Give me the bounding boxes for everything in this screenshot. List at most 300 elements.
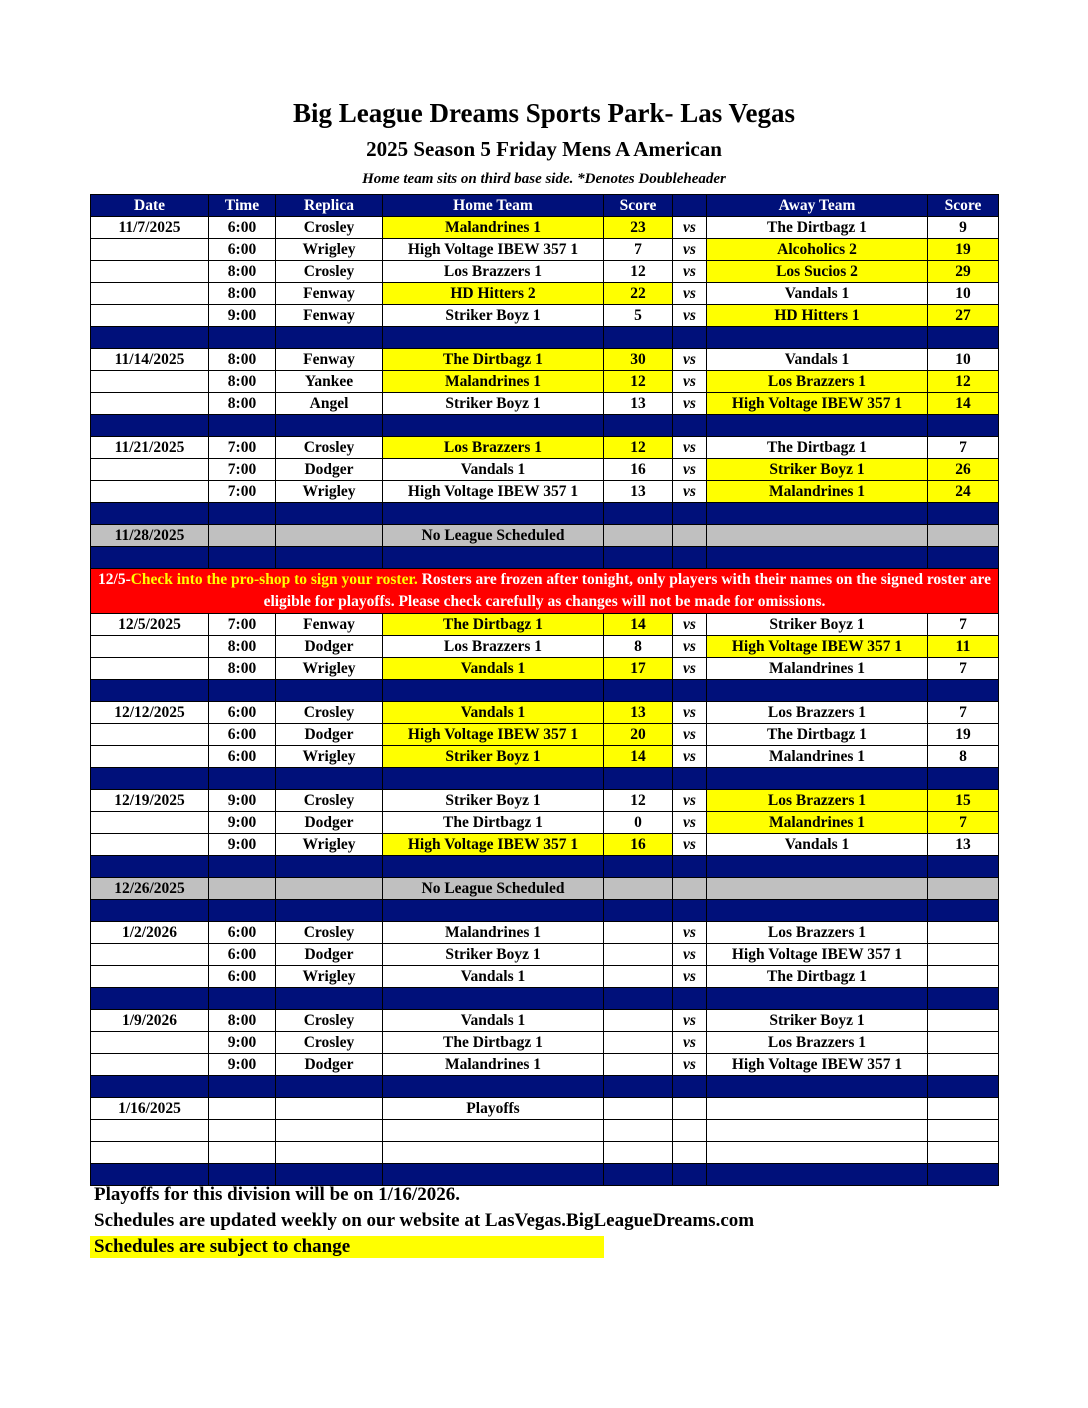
home-score-cell <box>604 922 673 944</box>
separator-cell <box>673 327 707 349</box>
separator-cell <box>707 856 928 878</box>
separator-cell <box>604 988 673 1010</box>
col-header-replica: Replica <box>276 195 383 217</box>
field-cell: Wrigley <box>276 746 383 768</box>
away-team-cell: Malandrines 1 <box>707 746 928 768</box>
date-cell <box>91 812 209 834</box>
separator-row <box>91 415 999 437</box>
separator-cell <box>209 988 276 1010</box>
separator-cell <box>928 1164 999 1186</box>
separator-cell <box>276 547 383 569</box>
home-score-cell <box>604 1120 673 1142</box>
home-score-cell <box>604 944 673 966</box>
separator-cell <box>928 988 999 1010</box>
separator-cell <box>383 547 604 569</box>
away-team-cell: The Dirtbagz 1 <box>707 966 928 988</box>
page-title: Big League Dreams Sports Park- Las Vegas <box>292 98 796 128</box>
col-header-home-score: Score <box>604 195 673 217</box>
home-team-cell: The Dirtbagz 1 <box>383 812 604 834</box>
separator-cell <box>928 1076 999 1098</box>
away-team-cell: Los Brazzers 1 <box>707 922 928 944</box>
vs-cell: vs <box>673 944 707 966</box>
game-row <box>91 658 999 680</box>
away-score-cell: 27 <box>928 305 999 327</box>
separator-cell <box>707 768 928 790</box>
field-cell: Dodger <box>276 812 383 834</box>
field-cell: Dodger <box>276 944 383 966</box>
away-score-cell: 24 <box>928 481 999 503</box>
away-score-cell: 11 <box>928 636 999 658</box>
vs-cell: vs <box>673 283 707 305</box>
separator-cell <box>673 988 707 1010</box>
time-cell: 8:00 <box>209 1010 276 1032</box>
game-row <box>91 481 999 503</box>
home-team-cell <box>383 1142 604 1164</box>
time-cell: 6:00 <box>209 217 276 239</box>
home-score-cell: 17 <box>604 658 673 680</box>
field-cell: Fenway <box>276 349 383 371</box>
schedule-table <box>90 194 999 1186</box>
away-team-cell: Malandrines 1 <box>707 658 928 680</box>
field-cell: Crosley <box>276 261 383 283</box>
away-score-cell: 7 <box>928 702 999 724</box>
home-team-cell: Vandals 1 <box>383 1010 604 1032</box>
separator-cell <box>383 1164 604 1186</box>
date-cell: 12/19/2025 <box>91 790 209 812</box>
away-team-cell: The Dirtbagz 1 <box>707 724 928 746</box>
vs-cell: vs <box>673 217 707 239</box>
separator-cell <box>604 680 673 702</box>
game-row <box>91 614 999 636</box>
separator-cell <box>604 768 673 790</box>
away-team-cell: Los Brazzers 1 <box>707 790 928 812</box>
away-team-cell: Los Sucios 2 <box>707 261 928 283</box>
time-cell: 8:00 <box>209 349 276 371</box>
home-team-cell: High Voltage IBEW 357 1 <box>383 834 604 856</box>
separator-row <box>91 856 999 878</box>
separator-cell <box>673 547 707 569</box>
field-cell: Dodger <box>276 724 383 746</box>
separator-cell <box>928 415 999 437</box>
time-cell: 7:00 <box>209 459 276 481</box>
field-cell: Crosley <box>276 217 383 239</box>
field-cell: Wrigley <box>276 966 383 988</box>
away-score-cell: 19 <box>928 239 999 261</box>
schedule-body <box>91 217 999 1186</box>
vs-cell <box>673 1098 707 1120</box>
vs-cell <box>673 1120 707 1142</box>
field-cell: Dodger <box>276 1054 383 1076</box>
home-team-cell: Malandrines 1 <box>383 371 604 393</box>
home-team-cell: High Voltage IBEW 357 1 <box>383 239 604 261</box>
away-team-cell: Malandrines 1 <box>707 812 928 834</box>
separator-cell <box>276 680 383 702</box>
vs-cell: vs <box>673 1054 707 1076</box>
separator-cell <box>383 856 604 878</box>
time-cell: 9:00 <box>209 1032 276 1054</box>
home-score-cell: 12 <box>604 790 673 812</box>
home-score-cell: 30 <box>604 349 673 371</box>
date-cell <box>91 459 209 481</box>
home-score-cell: 14 <box>604 746 673 768</box>
time-cell: 6:00 <box>209 922 276 944</box>
field-cell: Yankee <box>276 371 383 393</box>
away-team-cell <box>707 1142 928 1164</box>
home-score-cell: 16 <box>604 459 673 481</box>
away-team-cell: High Voltage IBEW 357 1 <box>707 944 928 966</box>
date-cell: 12/5/2025 <box>91 614 209 636</box>
game-row <box>91 283 999 305</box>
separator-cell <box>276 1164 383 1186</box>
separator-cell <box>707 415 928 437</box>
time-cell: 7:00 <box>209 481 276 503</box>
home-score-cell <box>604 1010 673 1032</box>
time-cell: 6:00 <box>209 702 276 724</box>
date-cell <box>91 393 209 415</box>
away-score-cell <box>928 1054 999 1076</box>
separator-cell <box>209 856 276 878</box>
vs-cell: vs <box>673 459 707 481</box>
time-cell: 6:00 <box>209 239 276 261</box>
home-team-cell: Striker Boyz 1 <box>383 790 604 812</box>
home-team-cell <box>383 1120 604 1142</box>
away-score-cell: 19 <box>928 724 999 746</box>
separator-cell <box>928 503 999 525</box>
vs-cell: vs <box>673 393 707 415</box>
home-score-cell <box>604 1098 673 1120</box>
away-team-cell: Striker Boyz 1 <box>707 1010 928 1032</box>
field-cell: Crosley <box>276 437 383 459</box>
separator-cell <box>383 988 604 1010</box>
separator-row <box>91 1076 999 1098</box>
time-cell: 6:00 <box>209 944 276 966</box>
vs-cell: vs <box>673 614 707 636</box>
notice-highlight: Check into the pro-shop to sign your roster. <box>130 571 418 588</box>
separator-cell <box>383 327 604 349</box>
separator-row <box>91 547 999 569</box>
score-cell <box>604 525 673 547</box>
date-cell <box>91 966 209 988</box>
vs-cell: vs <box>673 702 707 724</box>
separator-cell <box>209 1076 276 1098</box>
home-team-cell: HD Hitters 2 <box>383 283 604 305</box>
score-cell <box>928 878 999 900</box>
away-score-cell <box>928 1142 999 1164</box>
separator-cell <box>209 547 276 569</box>
home-team-cell: Los Brazzers 1 <box>383 437 604 459</box>
game-row <box>91 305 999 327</box>
away-team-cell: Striker Boyz 1 <box>707 614 928 636</box>
away-score-cell <box>928 1010 999 1032</box>
away-team-cell: HD Hitters 1 <box>707 305 928 327</box>
footer-playoffs-note: Playoffs for this division will be on 1/16/2026. <box>94 1184 460 1205</box>
game-row <box>91 812 999 834</box>
separator-cell <box>276 988 383 1010</box>
game-row <box>91 944 999 966</box>
home-team-cell: Vandals 1 <box>383 459 604 481</box>
game-row <box>91 1120 999 1142</box>
away-team-cell <box>707 1098 928 1120</box>
field-cell: Fenway <box>276 283 383 305</box>
separator-cell <box>91 327 209 349</box>
away-score-cell <box>928 1120 999 1142</box>
time-cell: 8:00 <box>209 371 276 393</box>
away-team-cell: Striker Boyz 1 <box>707 459 928 481</box>
field-cell: Crosley <box>276 1010 383 1032</box>
separator-cell <box>209 1164 276 1186</box>
away-team-cell: High Voltage IBEW 357 1 <box>707 1054 928 1076</box>
vs-cell: vs <box>673 790 707 812</box>
game-row <box>91 790 999 812</box>
away-cell <box>707 525 928 547</box>
home-team-cell: The Dirtbagz 1 <box>383 614 604 636</box>
separator-cell <box>604 503 673 525</box>
separator-cell <box>707 988 928 1010</box>
away-score-cell: 9 <box>928 217 999 239</box>
game-row <box>91 437 999 459</box>
separator-cell <box>209 768 276 790</box>
field-cell <box>276 525 383 547</box>
home-team-cell: Vandals 1 <box>383 658 604 680</box>
game-row <box>91 922 999 944</box>
time-cell: 8:00 <box>209 261 276 283</box>
away-score-cell: 10 <box>928 283 999 305</box>
vs-cell: vs <box>673 349 707 371</box>
separator-cell <box>928 900 999 922</box>
game-row <box>91 1098 999 1120</box>
time-cell: 6:00 <box>209 966 276 988</box>
home-score-cell <box>604 966 673 988</box>
date-cell: 12/26/2025 <box>91 878 209 900</box>
time-cell <box>209 1098 276 1120</box>
vs-cell: vs <box>673 371 707 393</box>
separator-cell <box>707 680 928 702</box>
col-header-time: Time <box>209 195 276 217</box>
vs-cell: vs <box>673 1032 707 1054</box>
home-score-cell: 0 <box>604 812 673 834</box>
home-score-cell <box>604 1054 673 1076</box>
separator-cell <box>276 768 383 790</box>
home-score-cell: 5 <box>604 305 673 327</box>
separator-cell <box>383 503 604 525</box>
away-score-cell: 7 <box>928 614 999 636</box>
home-score-cell <box>604 1032 673 1054</box>
no-league-label: No League Scheduled <box>383 525 604 547</box>
home-score-cell: 13 <box>604 702 673 724</box>
vs-cell: vs <box>673 834 707 856</box>
home-team-cell: High Voltage IBEW 357 1 <box>383 724 604 746</box>
away-team-cell: High Voltage IBEW 357 1 <box>707 636 928 658</box>
separator-cell <box>383 768 604 790</box>
field-cell: Crosley <box>276 702 383 724</box>
away-team-cell: Vandals 1 <box>707 834 928 856</box>
col-header-away-score: Score <box>928 195 999 217</box>
separator-cell <box>209 680 276 702</box>
field-cell: Crosley <box>276 1032 383 1054</box>
date-cell: 11/21/2025 <box>91 437 209 459</box>
away-team-cell: Los Brazzers 1 <box>707 371 928 393</box>
home-score-cell: 14 <box>604 614 673 636</box>
date-cell <box>91 658 209 680</box>
col-header-home-team: Home Team <box>383 195 604 217</box>
home-team-cell: Playoffs <box>383 1098 604 1120</box>
separator-cell <box>673 1164 707 1186</box>
home-score-cell: 7 <box>604 239 673 261</box>
date-cell <box>91 1054 209 1076</box>
separator-cell <box>604 415 673 437</box>
date-cell <box>91 283 209 305</box>
game-row <box>91 459 999 481</box>
field-cell: Wrigley <box>276 834 383 856</box>
game-row <box>91 724 999 746</box>
separator-cell <box>928 680 999 702</box>
vs-cell: vs <box>673 437 707 459</box>
away-team-cell <box>707 1120 928 1142</box>
separator-cell <box>673 1076 707 1098</box>
separator-cell <box>91 900 209 922</box>
separator-cell <box>928 327 999 349</box>
separator-row <box>91 768 999 790</box>
separator-cell <box>673 415 707 437</box>
away-score-cell: 15 <box>928 790 999 812</box>
field-cell <box>276 878 383 900</box>
separator-cell <box>276 415 383 437</box>
notice-text: Rosters are frozen after tonight, only players with their names on the signed roster are eligible for playoffs. Please check carefully as changes will not be made for omissions. <box>263 571 991 610</box>
game-row <box>91 349 999 371</box>
field-cell: Crosley <box>276 790 383 812</box>
field-cell <box>276 1142 383 1164</box>
vs-cell: vs <box>673 922 707 944</box>
date-cell: 1/9/2026 <box>91 1010 209 1032</box>
separator-cell <box>209 415 276 437</box>
time-cell <box>209 525 276 547</box>
time-cell: 8:00 <box>209 658 276 680</box>
date-cell <box>91 261 209 283</box>
separator-cell <box>91 856 209 878</box>
home-team-cell: Los Brazzers 1 <box>383 261 604 283</box>
time-cell: 6:00 <box>209 724 276 746</box>
away-score-cell: 14 <box>928 393 999 415</box>
away-team-cell: Malandrines 1 <box>707 481 928 503</box>
date-cell <box>91 305 209 327</box>
separator-cell <box>707 503 928 525</box>
date-cell <box>91 239 209 261</box>
game-row <box>91 393 999 415</box>
home-score-cell: 23 <box>604 217 673 239</box>
separator-cell <box>91 768 209 790</box>
time-cell <box>209 1142 276 1164</box>
home-score-cell: 22 <box>604 283 673 305</box>
game-row <box>91 1010 999 1032</box>
date-cell: 11/28/2025 <box>91 525 209 547</box>
time-cell: 7:00 <box>209 614 276 636</box>
separator-cell <box>276 503 383 525</box>
date-cell: 1/16/2025 <box>91 1098 209 1120</box>
date-cell: 1/2/2026 <box>91 922 209 944</box>
field-cell: Fenway <box>276 614 383 636</box>
date-cell: 12/12/2025 <box>91 702 209 724</box>
home-team-cell: Striker Boyz 1 <box>383 944 604 966</box>
away-score-cell: 7 <box>928 658 999 680</box>
separator-cell <box>928 856 999 878</box>
vs-cell <box>673 525 707 547</box>
away-score-cell: 13 <box>928 834 999 856</box>
date-cell <box>91 746 209 768</box>
vs-cell: vs <box>673 724 707 746</box>
vs-cell <box>673 1142 707 1164</box>
no-league-label: No League Scheduled <box>383 878 604 900</box>
home-team-cell: High Voltage IBEW 357 1 <box>383 481 604 503</box>
vs-cell: vs <box>673 239 707 261</box>
score-cell <box>604 878 673 900</box>
separator-cell <box>91 415 209 437</box>
home-team-cell: The Dirtbagz 1 <box>383 1032 604 1054</box>
separator-row <box>91 680 999 702</box>
field-cell: Crosley <box>276 922 383 944</box>
date-cell <box>91 1032 209 1054</box>
game-row <box>91 1142 999 1164</box>
date-cell <box>91 1120 209 1142</box>
separator-cell <box>707 1076 928 1098</box>
separator-cell <box>383 1076 604 1098</box>
date-cell <box>91 636 209 658</box>
roster-notice-row <box>91 569 999 614</box>
vs-cell: vs <box>673 746 707 768</box>
time-cell <box>209 1120 276 1142</box>
vs-cell: vs <box>673 658 707 680</box>
separator-cell <box>673 680 707 702</box>
time-cell: 8:00 <box>209 283 276 305</box>
away-team-cell: High Voltage IBEW 357 1 <box>707 393 928 415</box>
separator-cell <box>383 415 604 437</box>
date-cell <box>91 371 209 393</box>
time-cell: 9:00 <box>209 790 276 812</box>
col-header-away-team: Away Team <box>707 195 928 217</box>
game-row <box>91 834 999 856</box>
field-cell: Wrigley <box>276 239 383 261</box>
score-cell <box>928 525 999 547</box>
home-score-cell: 12 <box>604 261 673 283</box>
footer-website-note: Schedules are updated weekly on our website at LasVegas.BigLeagueDreams.com <box>94 1210 755 1231</box>
vs-cell: vs <box>673 966 707 988</box>
separator-cell <box>383 900 604 922</box>
home-score-cell: 13 <box>604 481 673 503</box>
roster-notice <box>91 569 999 614</box>
vs-cell: vs <box>673 636 707 658</box>
home-score-cell: 12 <box>604 371 673 393</box>
time-cell <box>209 878 276 900</box>
home-team-cell: Vandals 1 <box>383 966 604 988</box>
away-score-cell: 7 <box>928 812 999 834</box>
vs-cell: vs <box>673 1010 707 1032</box>
field-cell: Wrigley <box>276 481 383 503</box>
game-row <box>91 746 999 768</box>
separator-cell <box>707 1164 928 1186</box>
home-team-cell: Malandrines 1 <box>383 217 604 239</box>
away-score-cell: 26 <box>928 459 999 481</box>
game-row <box>91 702 999 724</box>
separator-cell <box>91 503 209 525</box>
home-team-cell: The Dirtbagz 1 <box>383 349 604 371</box>
time-cell: 8:00 <box>209 393 276 415</box>
field-cell: Wrigley <box>276 658 383 680</box>
time-cell: 9:00 <box>209 834 276 856</box>
separator-row <box>91 988 999 1010</box>
home-team-cell: Vandals 1 <box>383 702 604 724</box>
field-cell: Dodger <box>276 459 383 481</box>
separator-cell <box>707 547 928 569</box>
separator-cell <box>928 768 999 790</box>
